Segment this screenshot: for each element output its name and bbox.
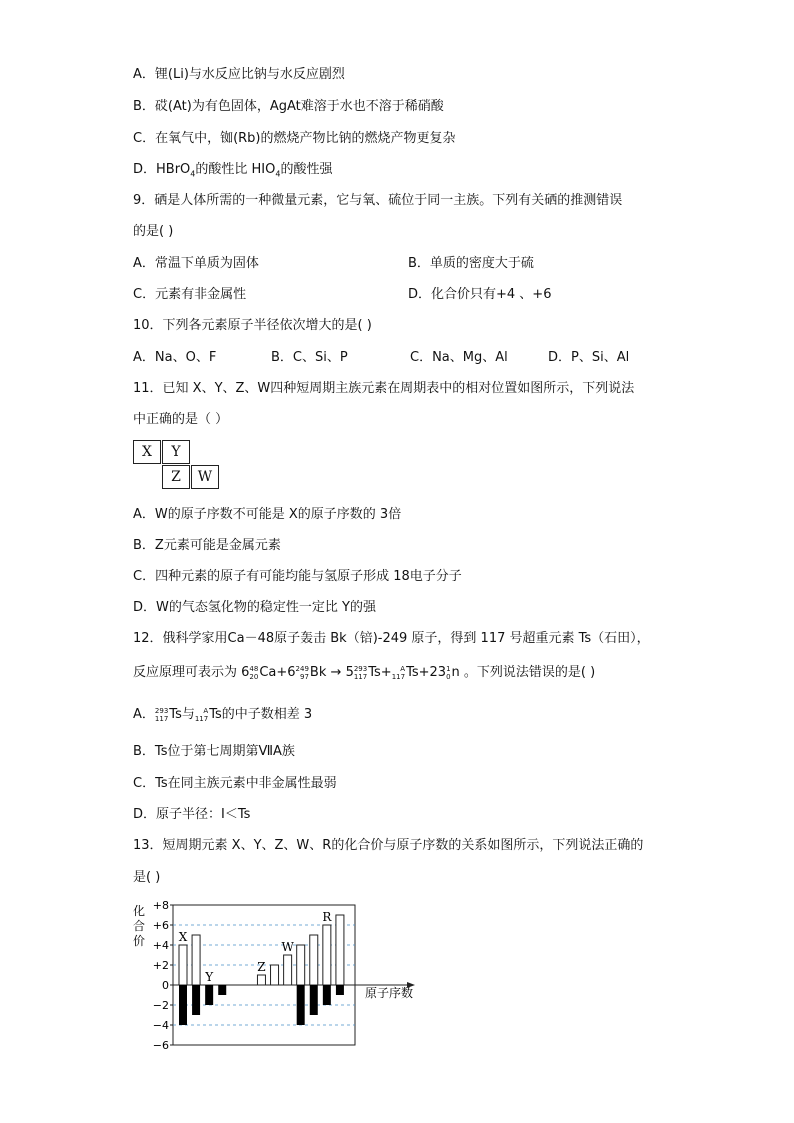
element-label: Y	[205, 970, 214, 984]
q9-option-c: C．元素有非金属性	[133, 287, 247, 302]
q9-stem-line1: 9．硒是人体所需的一种微量元素，它与氧、硫位于同一主族。下列有关硒的推测错误	[133, 193, 623, 208]
q10-stem: 10．下列各元素原子半径依次增大的是( )	[133, 318, 372, 333]
valence-chart	[128, 898, 428, 1050]
q11-option-a: A．W的原子序数不可能是 X的原子序数的 3倍	[133, 507, 402, 522]
positive-bar	[323, 925, 331, 985]
q10-option-d: D．P、Si、Al	[548, 350, 630, 365]
q11-option-b: B．Z元素可能是金属元素	[133, 538, 281, 553]
q8-option-b: B．砹(At)为有色固体，AgAt难溶于水也不溶于稀硝酸	[133, 99, 444, 114]
q12-option-b: B．Ts位于第七周期第ⅦA族	[133, 744, 295, 759]
y-tick-label: +2	[152, 959, 169, 972]
q9-stem-line2: 的是( )	[133, 224, 174, 239]
cell-x: X	[133, 440, 161, 464]
y-tick-label: −6	[152, 1039, 169, 1050]
q12-stem-line2: 反应原理可表示为 6 48 20 Ca+6 249 97 Bk → 5 293 117 Ts+ A 117 Ts+23 1 0 n 。下列说法错误的是( )	[133, 664, 596, 681]
cell-z: Z	[162, 465, 190, 489]
y-tick-label: −2	[152, 999, 169, 1012]
positive-bar	[284, 955, 292, 985]
y-tick-label: 0	[162, 979, 169, 992]
q8-option-a: A．锂(Li)与水反应比钠与水反应剧烈	[133, 67, 345, 82]
q12-stem-line1: 12．俄科学家用Ca－48原子轰击 Bk（锫)-249 原子，得到 117 号超重元素 Ts（石田），	[133, 631, 650, 646]
negative-bar	[218, 985, 226, 995]
positive-bar	[179, 945, 187, 985]
q11-stem-line2: 中正确的是（ ）	[133, 412, 229, 427]
ylabel-char-2: 合	[133, 919, 146, 933]
cell-y: Y	[162, 440, 190, 464]
positive-bar	[310, 935, 318, 985]
negative-bar	[323, 985, 331, 1005]
bk-nuclide-numbers: 249 97	[295, 664, 309, 681]
y-tick-label: −4	[152, 1019, 169, 1032]
q8-option-d: D．HBrO$_4$的酸性比 $HIO_4$的酸性强	[133, 162, 333, 179]
ylabel-char-3: 价	[133, 934, 146, 948]
positive-bar	[192, 935, 200, 985]
q10-option-b: B．C、Si、P	[271, 350, 348, 365]
reaction-arrow: →	[330, 665, 342, 680]
positive-bar	[336, 915, 344, 985]
element-label: R	[322, 910, 332, 924]
negative-bar	[192, 985, 200, 1015]
positive-bar	[257, 975, 265, 985]
q13-stem-line1: 13．短周期元素 X、Y、Z、W、R的化合价与原子序数的关系如图所示，下列说法正确的	[133, 838, 644, 853]
ca-nuclide-numbers: 48 20	[249, 664, 259, 681]
q11-option-d: D．W的气态氢化物的稳定性一定比 Y的强	[133, 600, 376, 615]
q9-option-b: B．单质的密度大于硫	[408, 256, 534, 271]
negative-bar	[336, 985, 344, 995]
q9-option-d: D．化合价只有+4 、+6	[408, 287, 552, 302]
negative-bar	[310, 985, 318, 1015]
ts293-nuclide-numbers: 293 117	[353, 664, 368, 681]
q12-option-a: A． 293 117 Ts与 A 117 Ts的中子数相差 3	[133, 706, 313, 723]
element-label: Z	[257, 960, 266, 974]
cell-w: W	[191, 465, 219, 489]
negative-bar	[297, 985, 305, 1025]
q10-option-c: C．Na、Mg、Al	[410, 350, 508, 365]
neutron-numbers: 1 0	[446, 664, 451, 681]
element-label: W	[281, 940, 294, 954]
q12-option-d: D．原子半径：I＜Ts	[133, 807, 251, 822]
y-tick-label: +6	[152, 919, 169, 932]
y-tick-label: +8	[152, 899, 169, 912]
negative-bar	[179, 985, 187, 1025]
positive-bar	[297, 945, 305, 985]
q10-option-a: A．Na、O、F	[133, 350, 217, 365]
q9-option-a: A．常温下单质为固体	[133, 256, 259, 271]
q11-option-c: C．四种元素的原子有可能均能与氢原子形成 18电子分子	[133, 569, 462, 584]
q11-stem-line1: 11．已知 X、Y、Z、W四种短周期主族元素在周期表中的相对位置如图所示，下列说法	[133, 381, 635, 396]
element-label: X	[178, 930, 188, 944]
tsA-nuclide-numbers: A 117	[391, 664, 406, 681]
x-axis-label: 原子序数	[365, 986, 414, 1000]
y-tick-label: +4	[152, 939, 169, 952]
q12-option-c: C．Ts在同主族元素中非金属性最弱	[133, 776, 337, 791]
positive-bar	[271, 965, 279, 985]
q13-stem-line2: 是( )	[133, 870, 161, 885]
negative-bar	[205, 985, 213, 1005]
ylabel-char-1: 化	[133, 904, 146, 918]
chart-ticks	[153, 899, 173, 1050]
q8-option-c: C．在氧气中，铷(Rb)的燃烧产物比钠的燃烧产物更复杂	[133, 131, 456, 146]
